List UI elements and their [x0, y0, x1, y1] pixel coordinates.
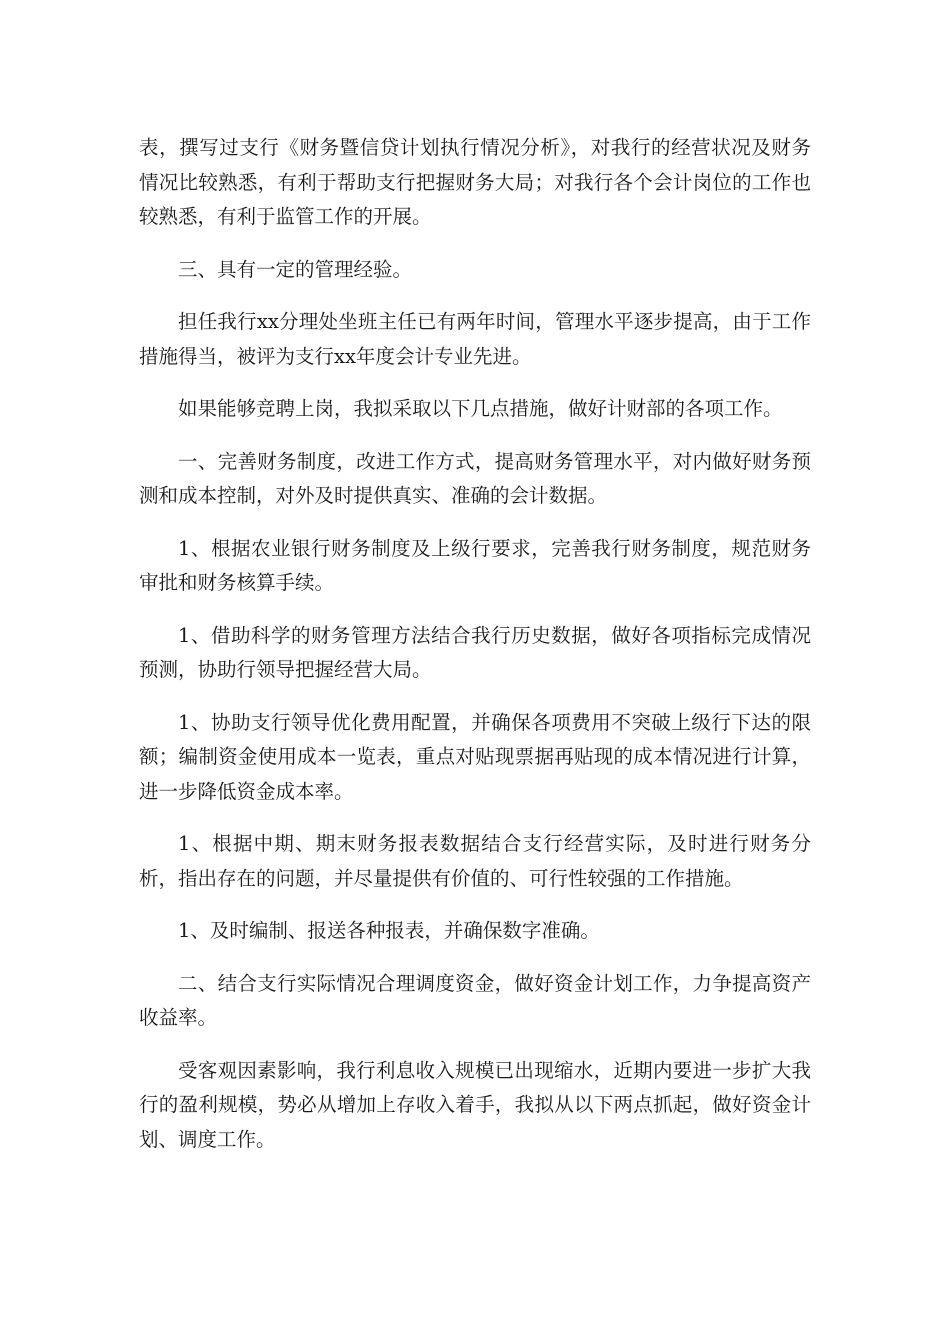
list-item: 1、借助科学的财务管理方法结合我行历史数据，做好各项指标完成情况预测，协助行领导把握经营大局。: [139, 623, 811, 681]
paragraph: 担任我行xx分理处坐班主任已有两年时间，管理水平逐步提高，由于工作措施得当，被评为支行xx年度会计专业先进。: [139, 310, 811, 368]
list-item: 1、根据农业银行财务制度及上级行要求，完善我行财务制度，规范财务审批和财务核算手续。: [139, 536, 811, 594]
paragraph: 如果能够竞聘上岗，我拟采取以下几点措施，做好计财部的各项工作。: [178, 397, 783, 420]
list-item: 1、根据中期、期末财务报表数据结合支行经营实际，及时进行财务分析，指出存在的问题，并尽量提供有价值的、可行性较强的工作措施。: [139, 832, 811, 890]
paragraph-continued: 表，撰写过支行《财务暨信贷计划执行情况分析》，对我行的经营状况及财务情况比较熟悉，有利于帮助支行把握财务大局；对我行各个会计岗位的工作也较熟悉，有利于监管工作的开展。: [139, 136, 811, 228]
paragraph-heading-three: 三、具有一定的管理经验。: [178, 257, 413, 281]
paragraph: 受客观因素影响，我行利息收入规模已出现缩水，近期内要进一步扩大我行的盈利规模，势必从增加上存收入着手，我拟从以下两点抓起，做好资金计划、调度工作。: [139, 1058, 811, 1151]
document-body: [139, 131, 811, 1175]
paragraph-heading-two: 二、结合支行实际情况合理调度资金，做好资金计划工作，力争提高资产收益率。: [139, 971, 811, 1029]
list-item: 1、及时编制、报送各种报表，并确保数字准确。: [178, 919, 600, 942]
list-item: 1、协助支行领导优化费用配置，并确保各项费用不突破上级行下达的限额；编制资金使用成本一览表，重点对贴现票据再贴现的成本情况进行计算，进一步降低资金成本率。: [139, 710, 811, 803]
paragraph-heading-one: 一、完善财务制度，改进工作方式，提高财务管理水平，对内做好财务预测和成本控制，对外及时提供真实、准确的会计数据。: [139, 449, 811, 507]
